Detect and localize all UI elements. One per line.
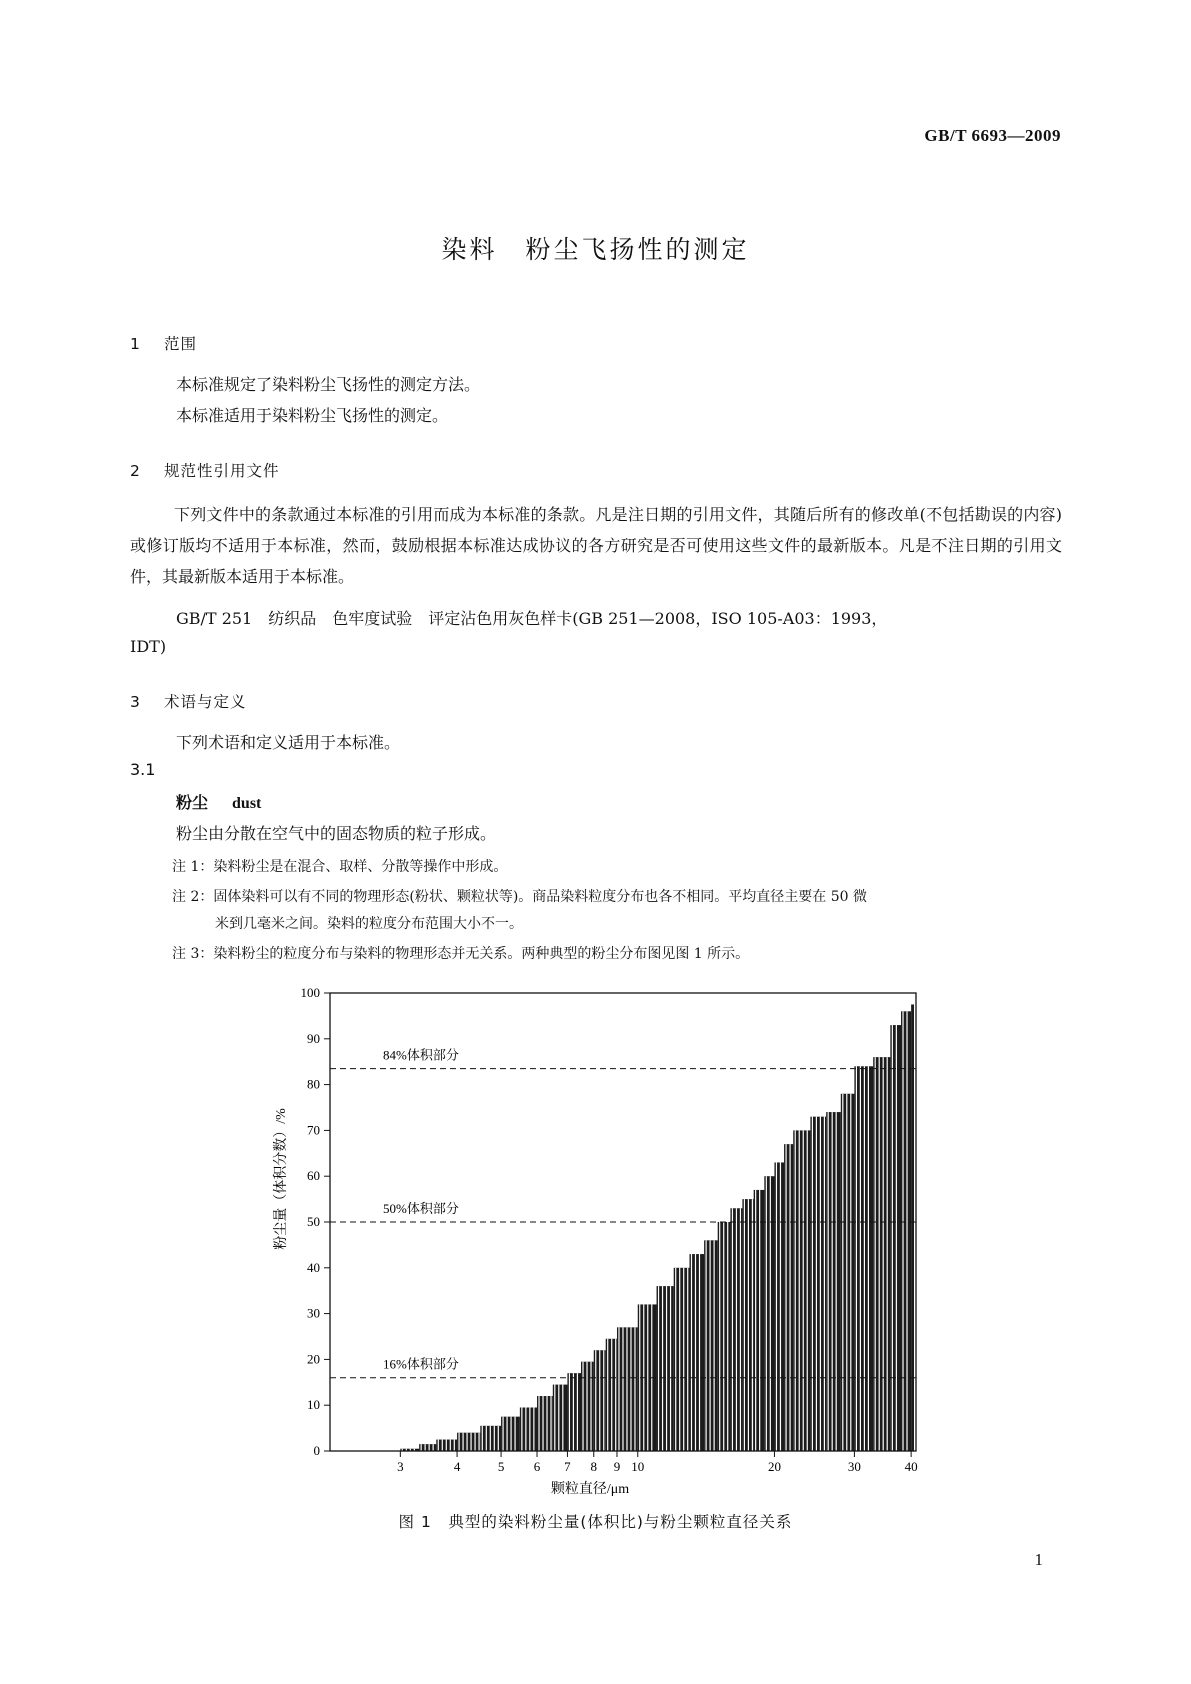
data-bar bbox=[911, 1004, 914, 1451]
x-tick-label: 9 bbox=[613, 1459, 621, 1474]
x-tick-label: 20 bbox=[767, 1459, 781, 1474]
data-bar bbox=[784, 1144, 793, 1451]
reference-entry-continued: IDT) bbox=[130, 637, 167, 656]
x-axis-label: 颗粒直径/μm bbox=[550, 1482, 630, 1497]
subsection-number: 3.1 bbox=[130, 760, 156, 779]
section-number: 2 bbox=[130, 462, 141, 480]
y-tick-label: 40 bbox=[307, 1259, 320, 1275]
note-2: 注 2：固体染料可以有不同的物理形态(粉状、颗粒状等)。商品染料粒度分布也各不相同。平均直径主要在 50 微 bbox=[172, 889, 867, 905]
note-1: 注 1：染料粉尘是在混合、取样、分散等操作中形成。 bbox=[172, 859, 508, 875]
scope-line-1: 本标准规定了染料粉尘飞扬性的测定方法。 bbox=[176, 375, 481, 394]
reference-entry: GB/T 251 纺织品 色牢度试验 评定沾色用灰色样卡(GB 251—2008，ISO 105-A03：1993， bbox=[176, 609, 888, 628]
reference-line-label: 50%体积部分 bbox=[383, 1201, 459, 1216]
y-tick-label: 100 bbox=[300, 985, 320, 1000]
term-english: dust bbox=[232, 795, 262, 812]
normative-references-paragraph: 下列文件中的条款通过本标准的引用而成为本标准的条款。凡是注日期的引用文件，其随后所有的修改单(不包括勘误的内容)或修订版均不适用于本标准，然而，鼓励根据本标准达成协议的各方研究是否可使用这些文件的最新版本。凡是不注日期的引用文件，其最新版本适用于本标准。 bbox=[130, 505, 1062, 586]
section-number: 1 bbox=[130, 335, 141, 353]
y-tick-label: 10 bbox=[307, 1397, 320, 1413]
data-bar bbox=[501, 1417, 520, 1451]
reference-line-label: 84%体积部分 bbox=[383, 1047, 459, 1063]
x-tick-label: 5 bbox=[497, 1459, 505, 1474]
standard-code: GB/T 6693—2009 bbox=[924, 126, 1061, 145]
y-tick-label: 0 bbox=[313, 1443, 320, 1458]
term-definition: 粉尘由分散在空气中的固态物质的粒子形成。 bbox=[176, 824, 497, 843]
x-tick-label: 7 bbox=[564, 1459, 571, 1474]
y-axis-ticks bbox=[301, 985, 331, 1458]
section-title: 术语与定义 bbox=[164, 693, 247, 711]
x-tick-label: 40 bbox=[904, 1459, 918, 1474]
y-tick-label: 20 bbox=[307, 1351, 320, 1367]
x-tick-label: 6 bbox=[533, 1459, 541, 1474]
x-tick-label: 3 bbox=[397, 1459, 404, 1474]
data-bar bbox=[457, 1433, 480, 1451]
section-title: 规范性引用文件 bbox=[164, 462, 280, 480]
document-title: 染料 粉尘飞扬性的测定 bbox=[441, 235, 750, 264]
y-axis-label: 粉尘量（体积分数）/% bbox=[274, 1108, 289, 1250]
x-axis-ticks bbox=[397, 1451, 918, 1474]
scope-line-2: 本标准适用于染料粉尘飞扬性的测定。 bbox=[176, 406, 449, 425]
section-title: 范围 bbox=[164, 335, 198, 353]
x-tick-label: 8 bbox=[590, 1459, 598, 1474]
terms-intro: 下列术语和定义适用于本标准。 bbox=[176, 733, 401, 752]
chart-bars bbox=[400, 1004, 914, 1451]
note-2-continued: 米到几毫米之间。染料的粒度分布范围大小不一。 bbox=[215, 916, 523, 932]
term-chinese: 粉尘 bbox=[176, 793, 209, 812]
y-tick-label: 50 bbox=[307, 1214, 320, 1229]
figure-caption: 图 1 典型的染料粉尘量(体积比)与粉尘颗粒直径关系 bbox=[398, 1513, 793, 1531]
x-tick-label: 10 bbox=[631, 1459, 645, 1474]
y-tick-label: 90 bbox=[307, 1030, 320, 1046]
y-tick-label: 30 bbox=[307, 1305, 320, 1321]
y-tick-label: 80 bbox=[307, 1076, 320, 1092]
data-bar bbox=[854, 1066, 873, 1451]
reference-line-label: 16%体积部分 bbox=[383, 1356, 459, 1372]
section-number: 3 bbox=[130, 693, 141, 711]
page-number: 1 bbox=[1034, 1550, 1043, 1569]
note-3: 注 3：染料粉尘的粒度分布与染料的物理形态并无关系。两种典型的粉尘分布图见图 1 所示。 bbox=[172, 946, 750, 962]
x-tick-label: 30 bbox=[847, 1459, 861, 1474]
x-tick-label: 4 bbox=[453, 1459, 461, 1474]
y-tick-label: 60 bbox=[307, 1168, 320, 1184]
y-tick-label: 70 bbox=[307, 1122, 320, 1138]
